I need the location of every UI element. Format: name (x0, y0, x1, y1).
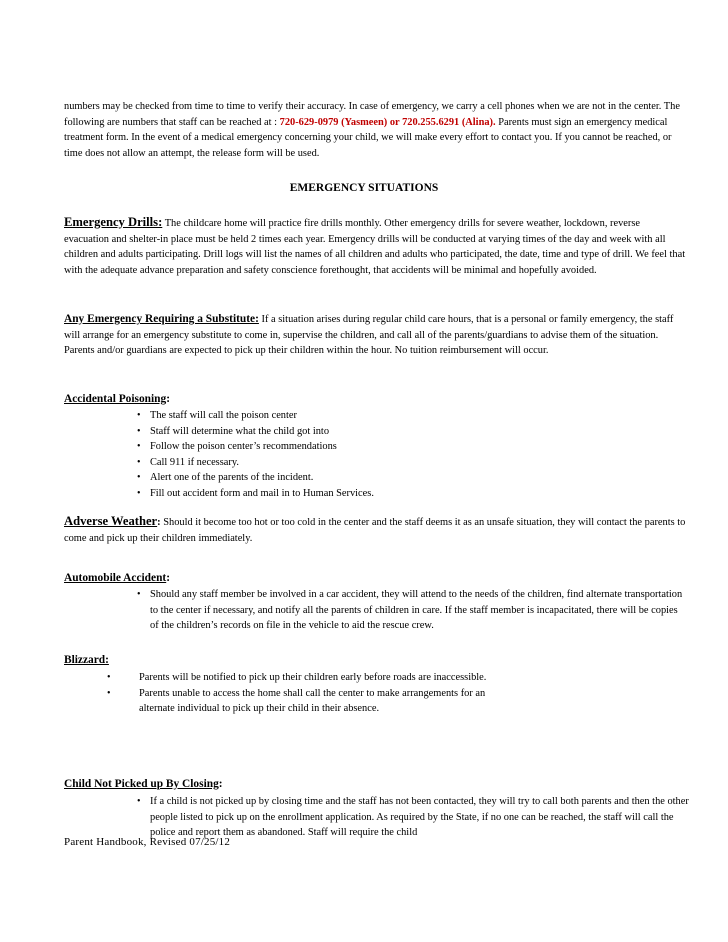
closing-heading: Child Not Picked up By Closing (64, 778, 219, 790)
list-item (107, 686, 519, 717)
bullet-icon: • (137, 589, 141, 600)
automobile-heading: Automobile Accident (64, 572, 167, 584)
adverse-weather-text: Should it become too hot or too cold in the center and the staff deems it as an unsafe situation, they will contact the parents to come and pick up their children immediately. (64, 517, 686, 544)
bullet-icon: • (137, 472, 141, 484)
closing-list (137, 794, 690, 841)
blizzard-heading-line (64, 653, 686, 669)
list-item (137, 424, 690, 440)
list-item-text: Staff will determine what the child got into (150, 425, 330, 437)
page-footer: Parent Handbook, Revised 07/25/12 (64, 836, 231, 848)
list-item (107, 670, 659, 686)
bullet-icon: • (107, 687, 111, 699)
adverse-weather-colon: : (157, 517, 161, 528)
list-item (137, 486, 690, 502)
closing-colon: : (218, 778, 223, 790)
intro-text-1: numbers may be checked from time to time to verify their accuracy. In case of emergency, we carry a cell phones when we are not in the center. The following are numbers that staff can be reached at : (64, 101, 680, 128)
emergency-drills-text: The childcare home will practice fire drills monthly. Other emergency drills for severe weather, lockdown, reverse evacuation and shelter-in place must be held 2 times each year. Emergency drills will be conducted at varying times of the day and week with all children and adults participating. Drill logs will list the names of all children and adults who participated, the date, time and type of drill. We feel that with the adequate advance preparation and safety conscience forethought, that accidents will be minimal and hopefully avoided. (64, 218, 686, 276)
list-item-text: The staff will call the poison center (150, 410, 297, 421)
bullet-icon: • (137, 410, 141, 421)
bullet-icon: • (107, 672, 111, 683)
bullet-icon: • (137, 487, 141, 499)
automobile-colon: : (166, 572, 170, 584)
bullet-icon: • (137, 441, 141, 453)
list-item (137, 408, 690, 424)
blizzard-list (107, 670, 659, 717)
substitute-section (64, 312, 686, 359)
list-item (137, 439, 690, 455)
list-item (137, 794, 690, 841)
bullet-icon: • (137, 456, 141, 468)
list-item-text: Should any staff member be involved in a car accident, they will attend to the needs of the children, find alternate transportation to the center if necessary, and notify all the parents of children in care. If the staff member is incapacitated, there will be copies of the children’s records on file in the vehicle to aid the rescue crew. (150, 589, 683, 632)
list-item-text: If a child is not picked up by closing time and the staff has not been contacted, they will try to call both parents and then the other people listed to pick up on the enrollment application. As required by the State, if no one can be reached, the staff will call the police and report them as abandoned. Staff will require the child (150, 796, 689, 839)
list-item-text: Fill out accident form and mail in to Human Services. (150, 487, 374, 499)
bullet-icon: • (137, 796, 141, 807)
closing-heading-line (64, 777, 686, 793)
list-item (137, 470, 690, 486)
list-item-text: Alert one of the parents of the incident. (150, 472, 314, 484)
emergency-drills-section (64, 215, 686, 278)
substitute-heading: Any Emergency Requiring a Substitute: (64, 313, 259, 325)
list-item-text: Parents will be notified to pick up their children early before roads are inaccessible. (139, 672, 487, 683)
list-item-text: Call 911 if necessary. (150, 456, 239, 468)
blizzard-heading: Blizzard: (64, 654, 109, 666)
list-item-text: Follow the poison center’s recommendations (150, 441, 337, 453)
bullet-icon: • (137, 425, 141, 437)
section-title: EMERGENCY SITUATIONS (289, 182, 439, 194)
list-item (137, 587, 688, 634)
adverse-weather-heading: Adverse Weather (64, 514, 158, 528)
poisoning-colon: : (166, 393, 171, 405)
list-item-text: Parents unable to access the home shall call the center to make arrangements for an alternate individual to pick up their child in their absence. (139, 687, 486, 715)
adverse-weather-section (64, 514, 686, 546)
automobile-heading-line (64, 571, 686, 587)
intro-text-2: Parents must sign an emergency medical treatment form. In the event of a medical emergency concerning your child, we will make every effort to contact you. If you cannot be reached, or time does not allow an attempt, the release form will be used. (64, 116, 672, 159)
intro-paragraph (64, 99, 686, 161)
emergency-drills-heading: Emergency Drills: (64, 215, 163, 229)
substitute-text: If a situation arises during regular child care hours, that is a personal or family emergency, the staff will arrange for an emergency substitute to come in, supervise the children, and call all of the parents/guardians to advise them of the situation. Parents and/or guardians are expected to pick up their children within the hour. No tuition reimbursement will occur. (64, 314, 674, 357)
poisoning-heading-line (64, 392, 686, 408)
automobile-list (137, 587, 688, 634)
poisoning-list (137, 408, 690, 502)
staff-phone-numbers: 720-629-0979 (Yasmeen) or 720.255.6291 (Alina). (279, 116, 496, 128)
list-item (137, 455, 690, 471)
poisoning-heading: Accidental Poisoning (64, 393, 167, 405)
